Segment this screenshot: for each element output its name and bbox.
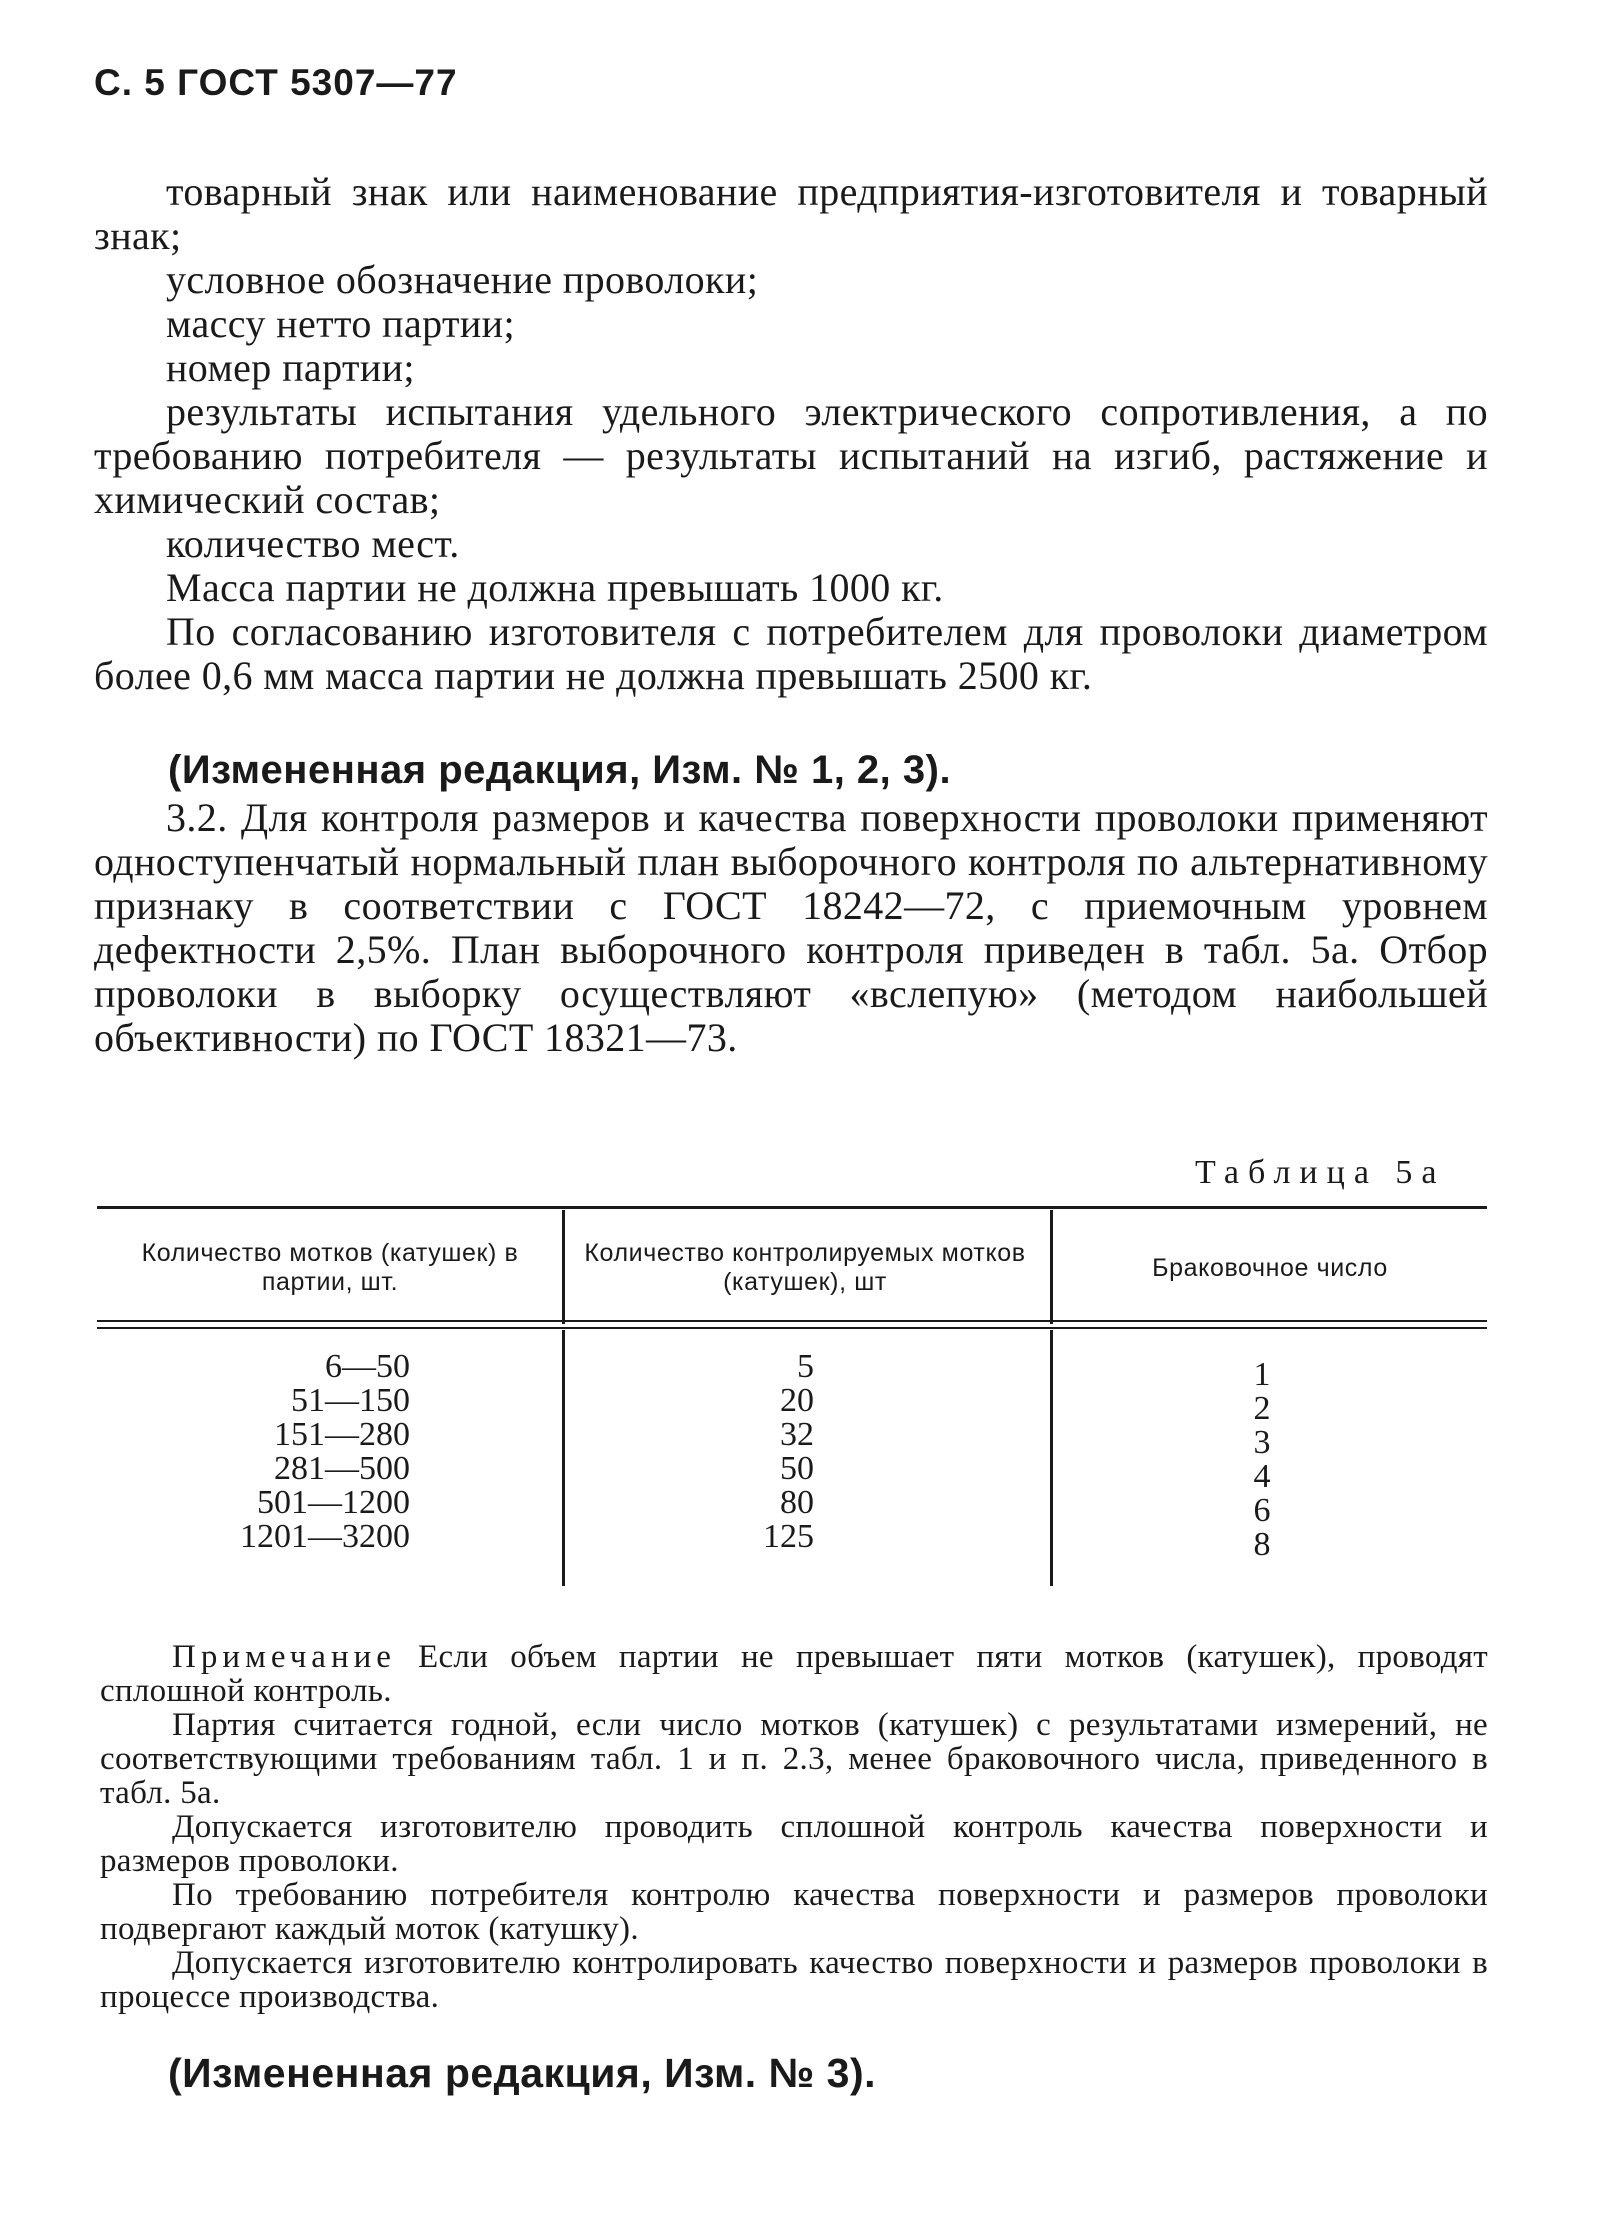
list-item: массу нетто партии; [166,301,516,346]
table-cell: 281—500 [274,1450,410,1487]
note-label: Примечание [172,1639,396,1675]
table-cell: 2 [1253,1390,1271,1427]
table-caption: Таблица 5а [1195,1154,1446,1191]
note-paragraph: По требованию потребителя контролю качества поверхности и размеров проволоки подвергают каждый моток (катушку). [100,1877,1488,1947]
amendment-note: (Измененная редакция, Изм. № 1, 2, 3). [168,748,952,792]
table-header-cell: Количество контролируемых мотков (катушек), шт [584,1239,1026,1296]
table-notes [100,1640,1488,2014]
table-cell: 80 [780,1484,814,1521]
table-cell: 501—1200 [257,1484,410,1521]
table-cell: 1 [1253,1356,1271,1393]
list-item: количество мест. [166,521,460,566]
list-block [94,170,1488,698]
table-cell: 32 [780,1416,814,1453]
table-cell: 1201—3200 [240,1518,410,1555]
table-cell: 3 [1253,1424,1271,1461]
table-cell: 6 [1253,1492,1271,1529]
table-header-rule [97,1327,1487,1329]
table-cell: 20 [780,1382,814,1419]
note-paragraph: Допускается изготовителю контролировать качество поверхности и размеров проволоки в процессе производства. [100,1945,1488,2015]
table-cell: 8 [1253,1526,1271,1563]
table-column-reject-number [1232,1358,1292,1562]
page-header: С. 5 ГОСТ 5307—77 [94,62,458,103]
list-item: номер партии; [166,345,415,390]
paragraph: 3.2. Для контроля размеров и качества поверхности проволоки применяют одноступенчатый нормальный план выборочного контроля по альтернативному признаку в соответствии с ГОСТ 18242—72, с приемочным уровнем дефектности 2,5%. План выборочного контроля приведен в табл. 5а. Отбор проволоки в выборку осуществляют «вслепую» (методом наибольшей объективности) по ГОСТ 18321—73. [94,795,1488,1060]
list-item: результаты испытания удельного электрического сопротивления, а по требованию потребителя — результаты испытаний на изгиб, растяжение и химический состав; [94,389,1488,522]
table-cell: 6—50 [325,1348,410,1385]
table-header-rule [97,1320,1487,1322]
paragraph: Масса партии не должна превышать 1000 кг. [166,565,944,610]
section-3-2 [94,796,1488,1060]
table-cell: 5 [797,1348,814,1385]
table-column-sample-size [700,1350,814,1554]
list-item: товарный знак или наименование предприятия-изготовителя и товарный знак; [94,169,1488,258]
note-paragraph [100,1640,1488,1708]
table-column-lot-size [170,1350,410,1554]
table-cell: 4 [1253,1458,1271,1495]
amendment-note: (Измененная редакция, Изм. № 3). [168,2050,877,2096]
paragraph: По согласованию изготовителя с потребителем для проволоки диаметром более 0,6 мм масса партии не должна превышать 2500 кг. [94,609,1488,698]
column-divider [562,1330,565,1586]
table-cell: 51—150 [291,1382,410,1419]
note-paragraph: Партия считается годной, если число мотков (катушек) с результатами измерений, не соответствующими требованиям табл. 1 и п. 2.3, менее браковочного числа, приведенного в табл. 5а. [100,1707,1488,1811]
column-divider [562,1210,565,1324]
table-top-rule [97,1206,1487,1209]
column-divider [1050,1330,1053,1586]
table-cell: 125 [763,1518,814,1555]
list-item: условное обозначение проволоки; [166,257,759,302]
column-divider [1050,1210,1053,1324]
table-cell: 50 [780,1450,814,1487]
table-header-cell: Количество мотков (катушек) в партии, шт. [141,1239,519,1296]
note-text: Если объем партии не превышает пяти мотков (катушек), проводят сплошной контроль. [100,1639,1488,1709]
note-paragraph: Допускается изготовителю проводить сплошной контроль качества поверхности и размеров проволоки. [100,1809,1488,1879]
table-cell: 151—280 [274,1416,410,1453]
table-header-cell: Браковочное число [1152,1253,1388,1282]
